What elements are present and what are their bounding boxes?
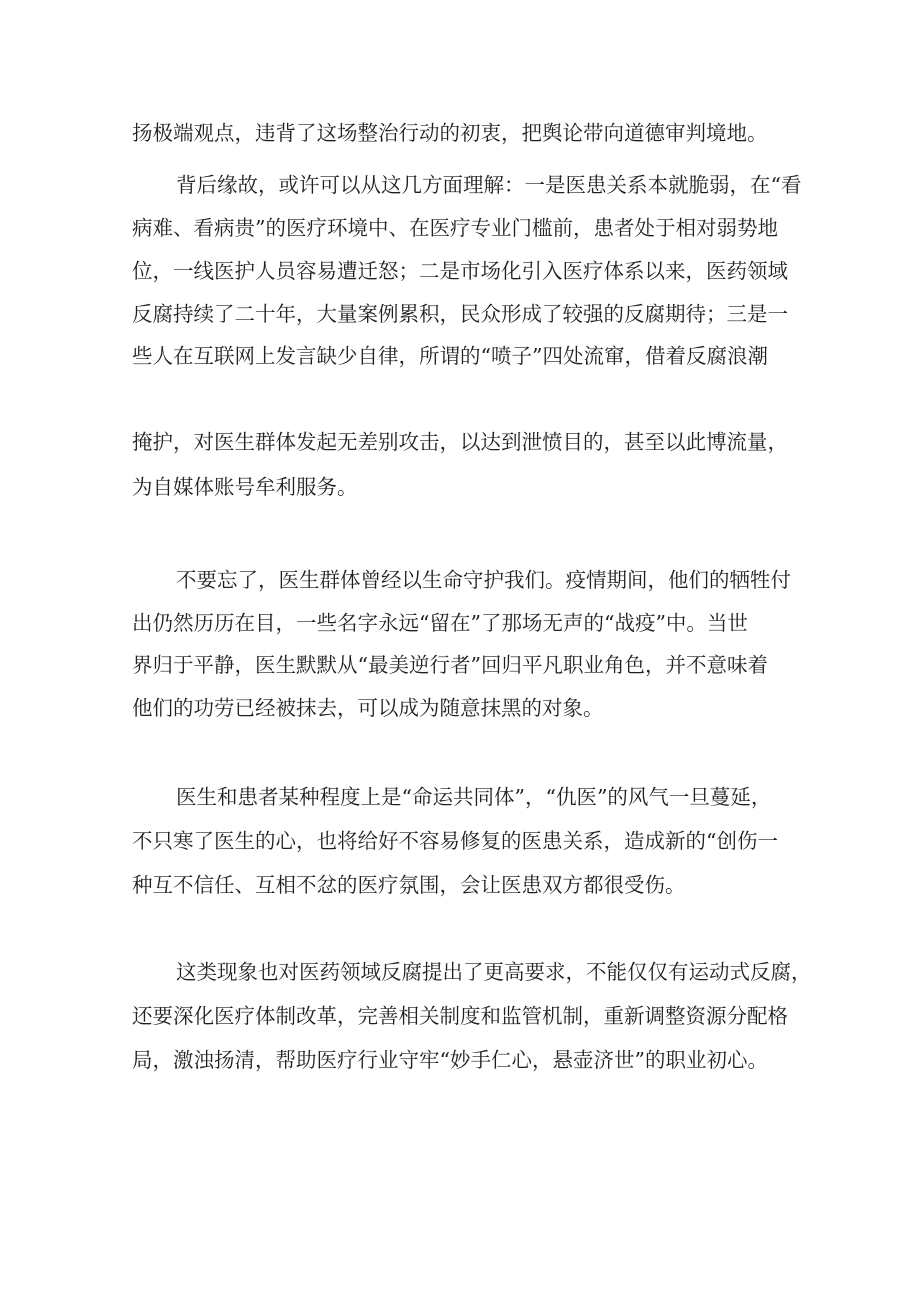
paragraph-4-line-1: 医生和患者某种程度上是“命运共同体”，“仇医”的风气一旦蔓延， xyxy=(176,785,772,809)
paragraph-2-line-4: 反腐持续了二十年，大量案例累积，民众形成了较强的反腐期待；三是一 xyxy=(132,302,788,326)
paragraph-2-line-5: 些人在互联网上发言缺少自律，所谓的“喷子”四处流窜，借着反腐浪潮 xyxy=(132,344,768,368)
paragraph-3-line-2: 出仍然历历在目，一些名字永远“留在”了那场无声的“战疫”中。当世 xyxy=(132,611,748,635)
paragraph-5-line-1: 这类现象也对医药领域反腐提出了更高要求，不能仅仅有运动式反腐， xyxy=(176,960,812,984)
paragraph-5-line-3: 局，激浊扬清，帮助医疗行业守牢“妙手仁心，悬壶济世”的职业初心。 xyxy=(132,1048,768,1072)
paragraph-2-line-2: 病难、看病贵”的医疗环境中、在医疗专业门槛前，患者处于相对弱势地 xyxy=(132,216,778,240)
paragraph-2-line-1: 背后缘故，或许可以从这几方面理解：一是医患关系本就脆弱，在“看 xyxy=(176,173,802,197)
paragraph-1-line-1: 扬极端观点，违背了这场整治行动的初衷，把舆论带向道德审判境地。 xyxy=(132,121,768,145)
paragraph-3-line-3: 界归于平静，医生默默从“最美逆行者”回归平凡职业角色，并不意味着 xyxy=(132,653,768,677)
paragraph-4-line-2: 不只寒了医生的心，也将给好不容易修复的医患关系，造成新的“创伤一 xyxy=(132,829,778,853)
paragraph-2-line-7: 为自媒体账号牟利服务。 xyxy=(132,475,358,499)
paragraph-2-line-6: 掩护，对医生群体发起无差别攻击，以达到泄愤目的，甚至以此博流量， xyxy=(132,430,788,454)
paragraph-3-line-1: 不要忘了，医生群体曾经以生命守护我们。疫情期间，他们的牺牲付 xyxy=(176,568,791,592)
paragraph-3-line-4: 他们的功劳已经被抹去，可以成为随意抹黑的对象。 xyxy=(132,696,604,720)
paragraph-4-line-3: 种互不信任、互相不忿的医疗氛围，会让医患双方都很受伤。 xyxy=(132,873,686,897)
paragraph-2-line-3: 位，一线医护人员容易遭迁怒；二是市场化引入医疗体系以来，医药领域 xyxy=(132,259,788,283)
paragraph-5-line-2: 还要深化医疗体制改革，完善相关制度和监管机制，重新调整资源分配格 xyxy=(132,1004,788,1028)
